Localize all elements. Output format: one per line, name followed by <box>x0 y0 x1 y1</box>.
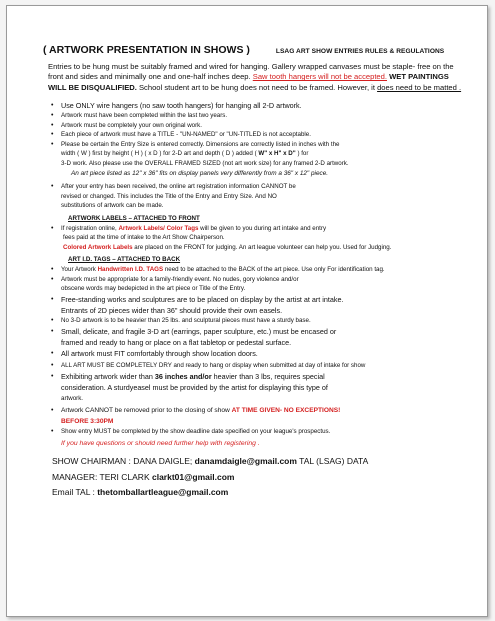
dimensions-format: W" x H" x D" <box>258 150 296 158</box>
document-header <box>43 42 464 59</box>
document-page <box>6 5 488 617</box>
help-note: If you have questions or should need further help with registering . <box>61 440 260 448</box>
family-friendly-line-1: • Artwork must be appropriate for a family-friendly event. No nudes, gory violence and/or <box>61 275 299 283</box>
label-item <box>51 224 464 253</box>
chairman-email[interactable]: danamdaigle@gmail.com <box>194 456 297 467</box>
id-tag-text: Your Artwork <box>61 266 98 274</box>
intro-paragraph <box>48 62 466 93</box>
rule-item: • Artwork must be completely your own original work. <box>51 121 464 131</box>
rule-item: • Artwork must have been completed within the last two years. <box>51 111 464 121</box>
handwritten-tags-text: Handwritten I.D. TAGS <box>97 266 164 274</box>
labels-list <box>40 224 464 253</box>
manager-text: MANAGER: TERI CLARK <box>52 471 152 482</box>
fragile-line-1: • Small, delicate, and fragile 3-D art (earrings, paper sculpture, etc.) must be encased or <box>61 326 337 336</box>
entry-size-text: width ( W ) first by height ( H ) ( x D ) for 2-D art and depth ( D ) added ( <box>61 150 259 158</box>
label-text-4: are placed on the FRONT for judging. An art league volunteer can help you. Used for Judging. <box>132 243 392 251</box>
rules-list-2 <box>40 182 464 211</box>
contact-footer <box>52 454 464 501</box>
rule-item: • Each piece of artwork must have a TITLE - "UN-NAMED" or "UN-TITLED is not acceptable. <box>51 130 464 140</box>
fragile-line-2: framed and ready to hang or place on a flat tabletop or pedestal surface. <box>61 338 292 348</box>
page-subtitle: LSAG ART SHOW ENTRIES RULES & REGULATIONS <box>275 48 445 55</box>
page-title: ( ARTWORK PRESENTATION IN SHOWS ) <box>43 44 250 56</box>
matted-note: does need to be matted . <box>377 82 462 92</box>
wide-text: Exhibiting artwork wider than <box>61 371 155 381</box>
intro-text: Entries to be hung must be suitably framed and wired for hanging. Gallery wrapped canvases must be staple- free on the front and sides and minimally one and one-half inches deep. <box>48 62 454 82</box>
rule-item-entry-size <box>51 140 464 169</box>
rule-item: • Use ONLY wire hangers (no saw tooth hangers) for hanging all 2-D artwork. <box>51 100 464 111</box>
contact-line-2 <box>52 470 464 486</box>
rule-item-weight: • No 3-D artwork is to be heavier than 25 lbs. and sculptural pieces must have a sturdy base. <box>51 316 464 326</box>
color-tags-text: Artwork Labels/ Color Tags <box>118 224 199 232</box>
rules-list <box>40 100 464 168</box>
contact-line-1 <box>52 454 464 470</box>
saw-tooth-warning: Saw tooth hangers will not be accepted. <box>252 72 387 82</box>
rule-item-family-friendly <box>51 275 464 294</box>
tal-email-label: Email TAL : <box>52 487 98 498</box>
document-content <box>40 42 464 501</box>
no-changes-line-3: substitutions of artwork can be made. <box>61 202 164 210</box>
entry-size-line-3: 3-D work. Also please use the OVERALL FRAMED SIZED (not art work size) for any framed 2-D artwork. <box>61 159 349 167</box>
removal-text: Artwork CANNOT be removed prior to the closing of show <box>61 406 232 414</box>
size-example-note: An art piece listed as 12" x 36" fits on display panels very differently from a 36" x 12" piece. <box>71 170 329 178</box>
rule-item-doors: • All artwork must FIT comfortably through show location doors. <box>51 348 464 359</box>
rule-item-free-standing <box>51 294 464 316</box>
chairman-text: SHOW CHAIRMAN : DANA DAIGLE; <box>52 456 195 467</box>
wide-line-3: artwork. <box>61 395 84 403</box>
intro-text-2: School student art to be hung does not need to be framed. However, it <box>136 82 378 92</box>
manager-email[interactable]: clarkt01@gmail.com <box>151 471 235 482</box>
rule-item-deadline: • Show entry MUST be completed by the show deadline date specified on your league's prospectus. <box>51 427 464 437</box>
id-tag-text-2: need to be attached to the BACK of the art piece. Use only For identification tag. <box>163 266 385 274</box>
data-manager-label: TAL (LSAG) DATA <box>296 456 369 467</box>
id-tag-item <box>51 265 464 275</box>
entry-size-text-2: ) for <box>295 150 309 158</box>
contact-line-3 <box>52 485 464 501</box>
label-text: If registration online, <box>61 224 119 232</box>
free-standing-line-2: Entrants of 2D pieces wider than 36" should provide their own easels. <box>61 306 283 316</box>
rule-item-no-changes <box>51 182 464 211</box>
id-tags-heading: ART I.D. TAGS – ATTACHED TO BACK <box>68 256 181 264</box>
wet-paintings-warning: WET PAINTINGS WILL BE DISQUALIFIED. <box>48 72 449 92</box>
rule-item-dry: • ALL ART MUST BE COMPLETELY DRY and ready to hang or display when submitted at day of intake for show <box>51 361 464 371</box>
entry-size-line-1: • Please be certain the Entry Size is entered correctly. Dimensions are correctly listed in inches with the <box>61 140 340 148</box>
rule-item-fragile <box>51 326 464 348</box>
no-exceptions-text: AT TIME GIVEN- NO EXCEPTIONS! <box>231 406 341 414</box>
label-text-2: will be given to you during art intake and entry <box>198 224 327 232</box>
free-standing-line-1: • Free-standing works and sculptures are to be placed on display by the artist at art intake. <box>61 294 344 304</box>
rule-item-wide-artwork <box>51 371 464 405</box>
labels-heading: ARTWORK LABELS – ATTACHED TO FRONT <box>68 214 200 222</box>
family-friendly-line-2: obscene words may bedepicted in the art piece or Title of the Entry. <box>61 285 246 293</box>
entry-size-line-2 <box>61 149 464 159</box>
label-text-3: fees paid at the time of intake to the Art Show Chairperson. <box>63 234 225 242</box>
id-tags-list <box>40 265 464 436</box>
removal-time-text: BEFORE 3:30PM <box>61 417 114 425</box>
wide-size-text: 36 inches and/or <box>154 371 212 381</box>
colored-labels-text: Colored Artwork Labels <box>63 243 133 251</box>
rule-item-removal <box>51 405 464 427</box>
tal-email[interactable]: thetomballartleague@gmail.com <box>97 487 229 498</box>
no-changes-line-1: • After your entry has been received, the online art registration information CANNOT be <box>61 183 296 191</box>
no-changes-line-2: revised or changed. This includes the Title of the Entry and Entry Size. And NO <box>61 192 277 200</box>
wide-line-2: consideration. A sturdyeasel must be provided by the artist for displaying this type of <box>61 383 328 393</box>
wide-text-2: heavier than 3 lbs, requires special <box>211 371 325 381</box>
